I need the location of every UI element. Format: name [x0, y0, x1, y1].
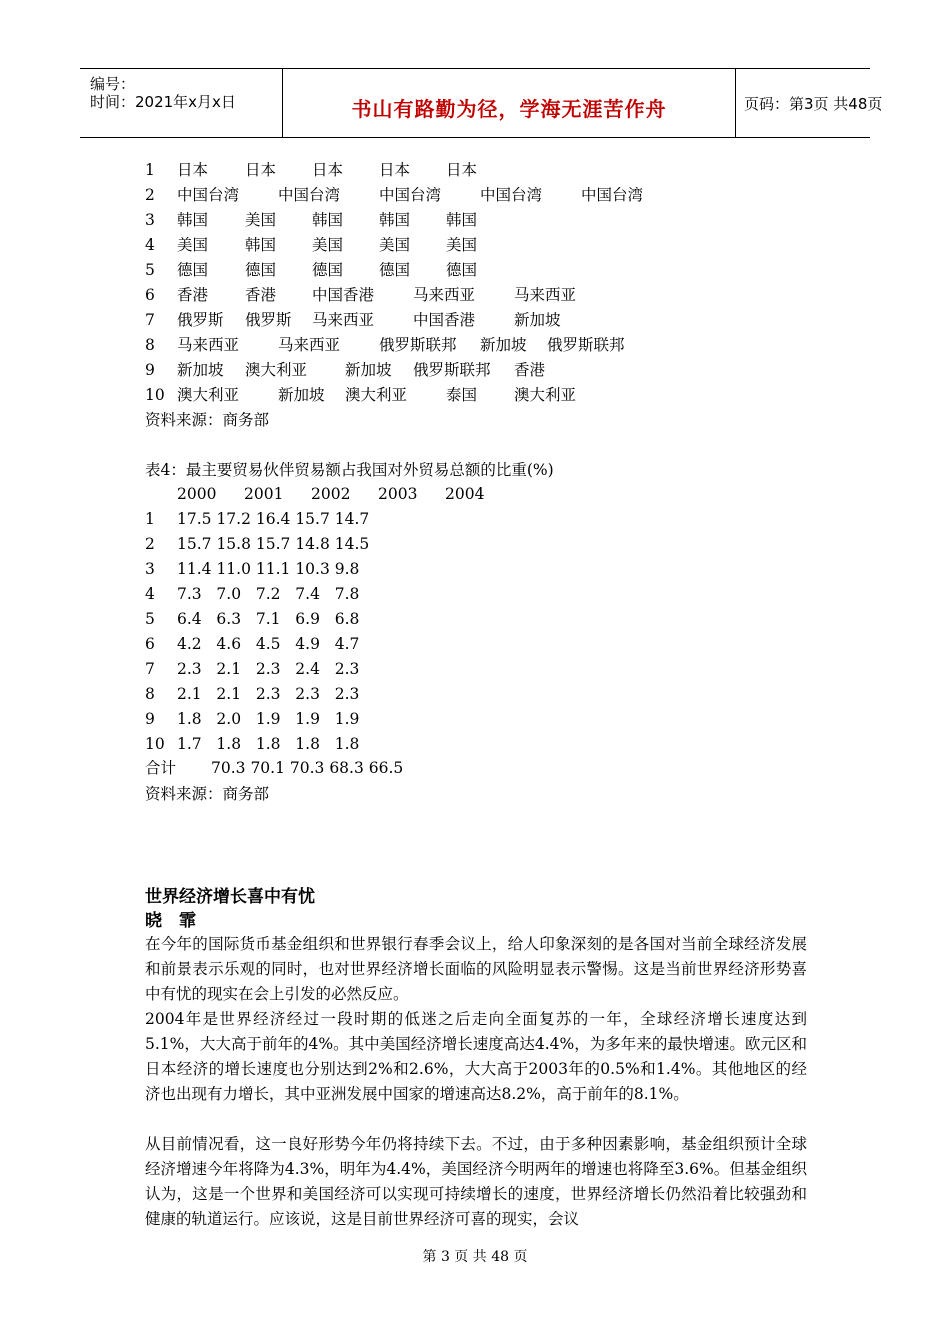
- share-values: 11.4 11.0 11.1 10.3 9.8: [177, 560, 360, 578]
- partner-cell: 美国: [245, 211, 277, 229]
- partner-cell: 美国: [312, 236, 344, 254]
- share-values: 15.7 15.8 15.7 14.8 14.5: [177, 535, 370, 553]
- partner-cell: 俄罗斯联邦: [379, 336, 457, 354]
- year-header-cell: 2002: [311, 485, 351, 503]
- rank-cell: 1: [145, 161, 155, 179]
- partner-cell: 马来西亚: [514, 286, 577, 304]
- partner-cell: 俄罗斯: [245, 311, 292, 329]
- partner-cell: 德国: [379, 261, 411, 279]
- rank-cell: 6: [145, 635, 155, 653]
- partner-cell: 马来西亚: [312, 311, 375, 329]
- partner-cell: 澳大利亚: [177, 386, 240, 404]
- partner-cell: 香港: [245, 286, 277, 304]
- table-row: [145, 532, 545, 557]
- page-header: [80, 68, 883, 138]
- header-motto: 书山有路勤为径，学海无涯苦作舟: [351, 97, 667, 121]
- partner-cell: 中国台湾: [581, 186, 644, 204]
- partner-cell: 马来西亚: [177, 336, 240, 354]
- partner-cell: 中国香港: [413, 311, 476, 329]
- total-values: 70.3 70.1 70.3 68.3 66.5: [211, 759, 404, 777]
- partner-cell: 俄罗斯: [177, 311, 224, 329]
- table-row: [145, 208, 745, 233]
- share-values: 1.8 2.0 1.9 1.9 1.9: [177, 710, 360, 728]
- partner-cell: 香港: [514, 361, 546, 379]
- table-row: [145, 308, 745, 333]
- table4-source: 资料来源：商务部: [145, 785, 270, 803]
- share-values: 4.2 4.6 4.5 4.9 4.7: [177, 635, 360, 653]
- partner-cell: 新加坡: [177, 361, 224, 379]
- table-row: [145, 657, 545, 682]
- partner-cell: 德国: [177, 261, 209, 279]
- partner-cell: 新加坡: [514, 311, 561, 329]
- table-row: [145, 732, 545, 757]
- table-row: [145, 183, 745, 208]
- rank-cell: 4: [145, 585, 155, 603]
- partner-cell: 日本: [312, 161, 344, 179]
- year-header-cell: 2001: [244, 485, 284, 503]
- rank-cell: 5: [145, 610, 155, 628]
- table-row: [145, 383, 745, 408]
- share-values: 2.3 2.1 2.3 2.4 2.3: [177, 660, 360, 678]
- partner-cell: 日本: [379, 161, 411, 179]
- rank-cell: 9: [145, 361, 155, 379]
- partner-cell: 美国: [379, 236, 411, 254]
- share-values: 7.3 7.0 7.2 7.4 7.8: [177, 585, 360, 603]
- year-header-cell: 2003: [378, 485, 418, 503]
- doc-time-label: 时间：2021年x月x日: [90, 93, 236, 111]
- partner-cell: 日本: [446, 161, 478, 179]
- table4-year-header: [145, 482, 545, 507]
- table-row: [145, 707, 545, 732]
- page-footer: 第 3 页 共 48 页: [422, 1249, 528, 1265]
- article-paragraph: 从目前情况看，这一良好形势今年仍将持续下去。不过，由于多种因素影响，基金组织预计全球经济增速今年将降为4.3%，明年为4.4%，美国经济今明两年的增速也将降至3.6%。但基金组织认为，这是一个世界和美国经济可以实现可持续增长的速度，世界经济增长仍然沿着比较强劲和健康的轨道运行。应该说，这是目前世界经济可喜的现实，会议: [145, 1135, 807, 1228]
- rank-cell: 2: [145, 186, 155, 204]
- rank-cell: 10: [145, 386, 165, 404]
- rank-cell: 8: [145, 336, 155, 354]
- header-left-cell: [80, 69, 282, 137]
- partner-cell: 俄罗斯联邦: [413, 361, 491, 379]
- partner-cell: 美国: [177, 236, 209, 254]
- partner-cell: 日本: [245, 161, 277, 179]
- partner-cell: 澳大利亚: [345, 386, 408, 404]
- table-row: [145, 557, 545, 582]
- share-values: 1.7 1.8 1.8 1.8 1.8: [177, 735, 360, 753]
- partner-cell: 澳大利亚: [514, 386, 577, 404]
- table-row: [145, 682, 545, 707]
- partner-cell: 马来西亚: [278, 336, 341, 354]
- share-values: 2.1 2.1 2.3 2.3 2.3: [177, 685, 360, 703]
- rank-cell: 6: [145, 286, 155, 304]
- article-title: 世界经济增长喜中有忧: [145, 887, 315, 907]
- table-row: [145, 507, 545, 532]
- partner-cell: 韩国: [446, 211, 478, 229]
- partner-cell: 俄罗斯联邦: [547, 336, 625, 354]
- article-paragraph: 在今年的国际货币基金组织和世界银行春季会议上，给人印象深刻的是各国对当前全球经济发展和前景表示乐观的同时，也对世界经济增长面临的风险明显表示警惕。这是当前世界经济形势喜中有忧的现实在会上引发的必然反应。: [145, 935, 807, 1003]
- total-label: 合计: [145, 759, 177, 777]
- page-info: 页码：第3页 共48页: [744, 95, 883, 113]
- header-middle-cell: [282, 69, 736, 137]
- partner-cell: 德国: [245, 261, 277, 279]
- rank-cell: 3: [145, 211, 155, 229]
- partner-cell: 新加坡: [278, 386, 325, 404]
- partner-cell: 新加坡: [345, 361, 392, 379]
- rank-cell: 10: [145, 735, 165, 753]
- rank-cell: 1: [145, 510, 155, 528]
- table-row: [145, 233, 745, 258]
- partner-cell: 泰国: [446, 386, 478, 404]
- rank-cell: 3: [145, 560, 155, 578]
- partner-cell: 新加坡: [480, 336, 527, 354]
- partner-cell: 韩国: [245, 236, 277, 254]
- partner-cell: 韩国: [312, 211, 344, 229]
- header-right-cell: [734, 69, 883, 137]
- partner-cell: 中国台湾: [278, 186, 341, 204]
- table4-title: 表4：最主要贸易伙伴贸易额占我国对外贸易总额的比重(%): [145, 461, 554, 479]
- share-values: 6.4 6.3 7.1 6.9 6.8: [177, 610, 360, 628]
- table-row: [145, 333, 745, 358]
- table-row: [145, 607, 545, 632]
- partner-cell: 中国台湾: [177, 186, 240, 204]
- partner-cell: 德国: [312, 261, 344, 279]
- partner-cell: 韩国: [177, 211, 209, 229]
- rank-cell: 7: [145, 311, 155, 329]
- rank-cell: 8: [145, 685, 155, 703]
- table-row: [145, 158, 745, 183]
- partner-cell: 澳大利亚: [245, 361, 308, 379]
- table4-total-row: [145, 756, 545, 781]
- rank-cell: 5: [145, 261, 155, 279]
- table-row: [145, 358, 745, 383]
- article-author: 晓 霏: [145, 911, 196, 931]
- article-paragraph: 2004年是世界经济经过一段时期的低迷之后走向全面复苏的一年，全球经济增长速度达到5.1%，大大高于前年的4%。其中美国经济增长速度高达4.4%，为多年来的最快增速。欧元区和日本经济的增长速度也分别达到2%和2.6%，大大高于2003年的0.5%和1.4%。其他地区的经济也出现有力增长，其中亚洲发展中国家的增速高达8.2%，高于前年的8.1%。: [145, 1010, 807, 1103]
- year-header-cell: 2004: [445, 485, 485, 503]
- rank-cell: 9: [145, 710, 155, 728]
- table-row: [145, 283, 745, 308]
- partner-cell: 日本: [177, 161, 209, 179]
- partner-cell: 韩国: [379, 211, 411, 229]
- rank-cell: 7: [145, 660, 155, 678]
- year-header-cell: 2000: [177, 485, 217, 503]
- rank-cell: 4: [145, 236, 155, 254]
- share-values: 17.5 17.2 16.4 15.7 14.7: [177, 510, 370, 528]
- partner-cell: 中国香港: [312, 286, 375, 304]
- table-row: [145, 632, 545, 657]
- partner-cell: 中国台湾: [379, 186, 442, 204]
- rank-cell: 2: [145, 535, 155, 553]
- table-row: [145, 258, 745, 283]
- table-row: [145, 582, 545, 607]
- doc-number-label: 编号：: [90, 75, 136, 93]
- partner-cell: 德国: [446, 261, 478, 279]
- partner-cell: 马来西亚: [413, 286, 476, 304]
- partner-cell: 中国台湾: [480, 186, 543, 204]
- partner-cell: 美国: [446, 236, 478, 254]
- partner-cell: 香港: [177, 286, 209, 304]
- table3-source: 资料来源：商务部: [145, 411, 270, 429]
